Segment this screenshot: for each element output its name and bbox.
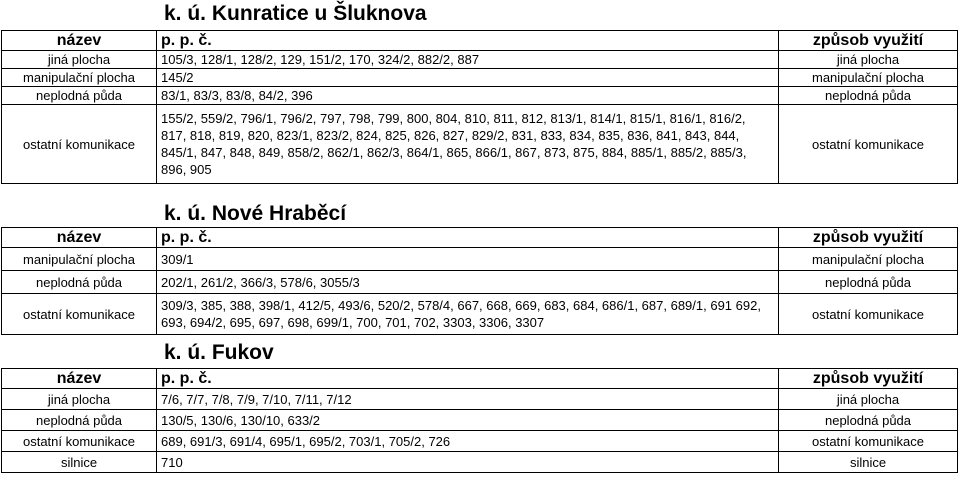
table-row (2, 431, 958, 452)
row-usage: ostatní komunikace (779, 105, 958, 184)
table-row (2, 294, 958, 335)
section-title-nove-hrabeci: k. ú. Nové Hraběcí (164, 202, 347, 225)
table-kunratice (1, 30, 958, 184)
row-usage: silnice (779, 452, 958, 473)
table-header-row (2, 228, 958, 248)
table-row (2, 105, 958, 184)
row-parcels: 83/1, 83/3, 83/8, 84/2, 396 (157, 87, 779, 105)
row-name: jiná plocha (2, 389, 157, 410)
row-name: silnice (2, 452, 157, 473)
row-name: jiná plocha (2, 51, 157, 69)
table-header-row (2, 31, 958, 51)
row-usage: jiná plocha (779, 51, 958, 69)
row-usage: ostatní komunikace (779, 294, 958, 335)
row-parcels: 309/1 (157, 248, 779, 271)
header-parcel: p. p. č. (157, 369, 779, 389)
row-usage: neplodná půda (779, 410, 958, 431)
header-name: název (2, 369, 157, 389)
row-usage: neplodná půda (779, 271, 958, 294)
table-header-row (2, 369, 958, 389)
row-parcels: 689, 691/3, 691/4, 695/1, 695/2, 703/1, 705/2, 726 (157, 431, 779, 452)
row-name: manipulační plocha (2, 69, 157, 87)
table-nove-hrabeci (1, 227, 958, 335)
row-name: neplodná půda (2, 87, 157, 105)
row-usage: neplodná půda (779, 87, 958, 105)
row-parcels: 105/3, 128/1, 128/2, 129, 151/2, 170, 324/2, 882/2, 887 (157, 51, 779, 69)
row-parcels: 202/1, 261/2, 366/3, 578/6, 3055/3 (157, 271, 779, 294)
table-row (2, 410, 958, 431)
header-usage: způsob využití (779, 228, 958, 248)
header-name: název (2, 31, 157, 51)
header-parcel: p. p. č. (157, 31, 779, 51)
section-title-kunratice: k. ú. Kunratice u Šluknova (164, 2, 427, 25)
table-row (2, 87, 958, 105)
row-name: ostatní komunikace (2, 294, 157, 335)
table-row (2, 51, 958, 69)
row-parcels: 145/2 (157, 69, 779, 87)
row-parcels: 155/2, 559/2, 796/1, 796/2, 797, 798, 799, 800, 804, 810, 811, 812, 813/1, 814/1, 815/1, 816/1, 816/2, 817, 818, 819, 820, 823/1, 823/2, 824, 825, 826, 827, 829/2, 831, 833, 834, 835, 836, 841, 843, 844, 845/1, 847, 848, 849, 858/2, 862/1, 862/3, 864/1, 865, 866/1, 867, 873, 875, 884, 885/1, 885/2, 885/3, 896, 905 (157, 105, 779, 184)
row-parcels: 7/6, 7/7, 7/8, 7/9, 7/10, 7/11, 7/12 (157, 389, 779, 410)
row-name: ostatní komunikace (2, 105, 157, 184)
table-row (2, 248, 958, 271)
row-name: neplodná půda (2, 410, 157, 431)
table-row (2, 69, 958, 87)
row-name: neplodná půda (2, 271, 157, 294)
header-usage: způsob využití (779, 369, 958, 389)
row-usage: ostatní komunikace (779, 431, 958, 452)
row-parcels: 710 (157, 452, 779, 473)
table-row (2, 389, 958, 410)
table-row (2, 452, 958, 473)
header-name: název (2, 228, 157, 248)
table-fukov (1, 368, 958, 473)
row-usage: manipulační plocha (779, 248, 958, 271)
header-parcel: p. p. č. (157, 228, 779, 248)
row-name: ostatní komunikace (2, 431, 157, 452)
header-usage: způsob využití (779, 31, 958, 51)
row-usage: jiná plocha (779, 389, 958, 410)
row-name: manipulační plocha (2, 248, 157, 271)
row-parcels: 130/5, 130/6, 130/10, 633/2 (157, 410, 779, 431)
section-title-fukov: k. ú. Fukov (164, 341, 274, 364)
row-parcels: 309/3, 385, 388, 398/1, 412/5, 493/6, 520/2, 578/4, 667, 668, 669, 683, 684, 686/1, 687, 689/1, 691 692, 693, 694/2, 695, 697, 698, 699/1, 700, 701, 702, 3303, 3306, 3307 (157, 294, 779, 335)
row-usage: manipulační plocha (779, 69, 958, 87)
table-row (2, 271, 958, 294)
